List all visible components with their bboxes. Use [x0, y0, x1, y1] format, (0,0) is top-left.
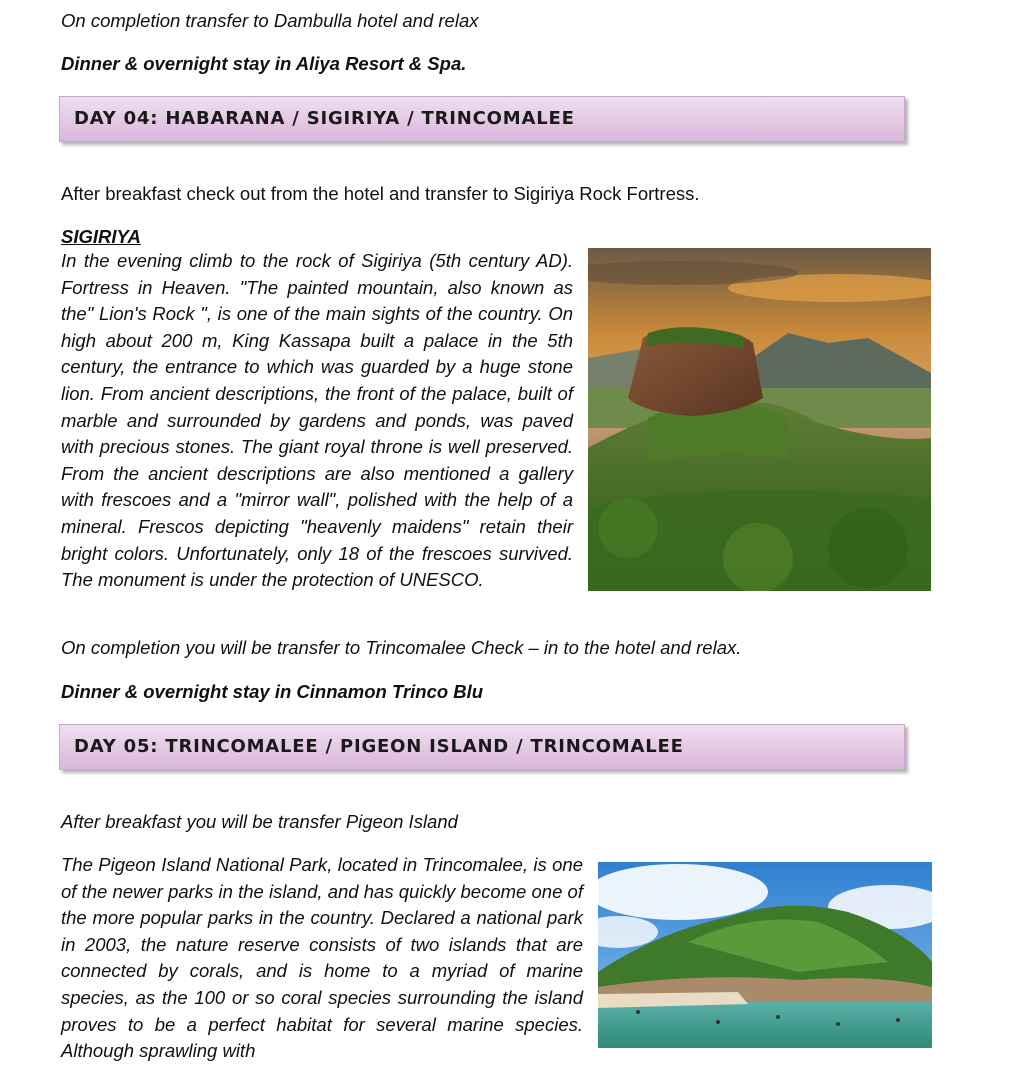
day-04-banner-title: DAY 04: HABARANA / SIGIRIYA / TRINCOMALEE [74, 108, 575, 129]
day-04-banner [59, 96, 905, 142]
sigiriya-heading: SIGIRIYA [61, 226, 141, 247]
day-05-after-breakfast-text: After breakfast you will be transfer Pigeon Island [61, 811, 458, 832]
sigiriya-description: In the evening climb to the rock of Sigiriya (5th century AD). Fortress in Heaven. "The painted mountain, also known as the" Lion's Rock ", is one of the main sights of the country. On high about 200 m, King Kassapa built a palace in the 5th century, the entrance to which was guarded by a huge stone lion. From ancient descriptions, the front of the palace, built of marble and surrounded by gardens and ponds, was paved with precious stones. The giant royal throne is well preserved. From the ancient descriptions are also mentioned a gallery with frescoes and a "mirror wall", polished with the help of a mineral. Frescos depicting "heavenly maidens" retain their bright colors. Unfortunately, only 18 of the frescoes survived. The monument is under the protection of UNESCO. [61, 250, 573, 591]
day-05-banner-title: DAY 05: TRINCOMALEE / PIGEON ISLAND / TRINCOMALEE [74, 736, 684, 757]
pigeon-island-description: The Pigeon Island National Park, located in Trincomalee, is one of the newer parks in the island, and has quickly become one of the more popular parks in the country. Declared a national park in 2003, the nature reserve consists of two islands that are connected by corals, and is home to a myriad of marine species, as the 100 or so coral species surrounding the island proves to be a perfect habitat for several marine species. Although sprawling with [61, 854, 583, 1062]
aliya-stay-text: Dinner & overnight stay in Aliya Resort & Spa. [61, 53, 467, 74]
sigiriya-rock-photo [588, 248, 931, 591]
day-04-after-breakfast-text: After breakfast check out from the hotel and transfer to Sigiriya Rock Fortress. [61, 183, 700, 204]
pigeon-island-photo [598, 862, 932, 1048]
day-05-banner [59, 724, 905, 770]
dambulla-transfer-text: On completion transfer to Dambulla hotel and relax [61, 10, 479, 31]
cinnamon-stay-text: Dinner & overnight stay in Cinnamon Trinco Blu [61, 681, 484, 702]
trincomalee-transfer-text: On completion you will be transfer to Trincomalee Check – in to the hotel and relax. [61, 637, 742, 658]
